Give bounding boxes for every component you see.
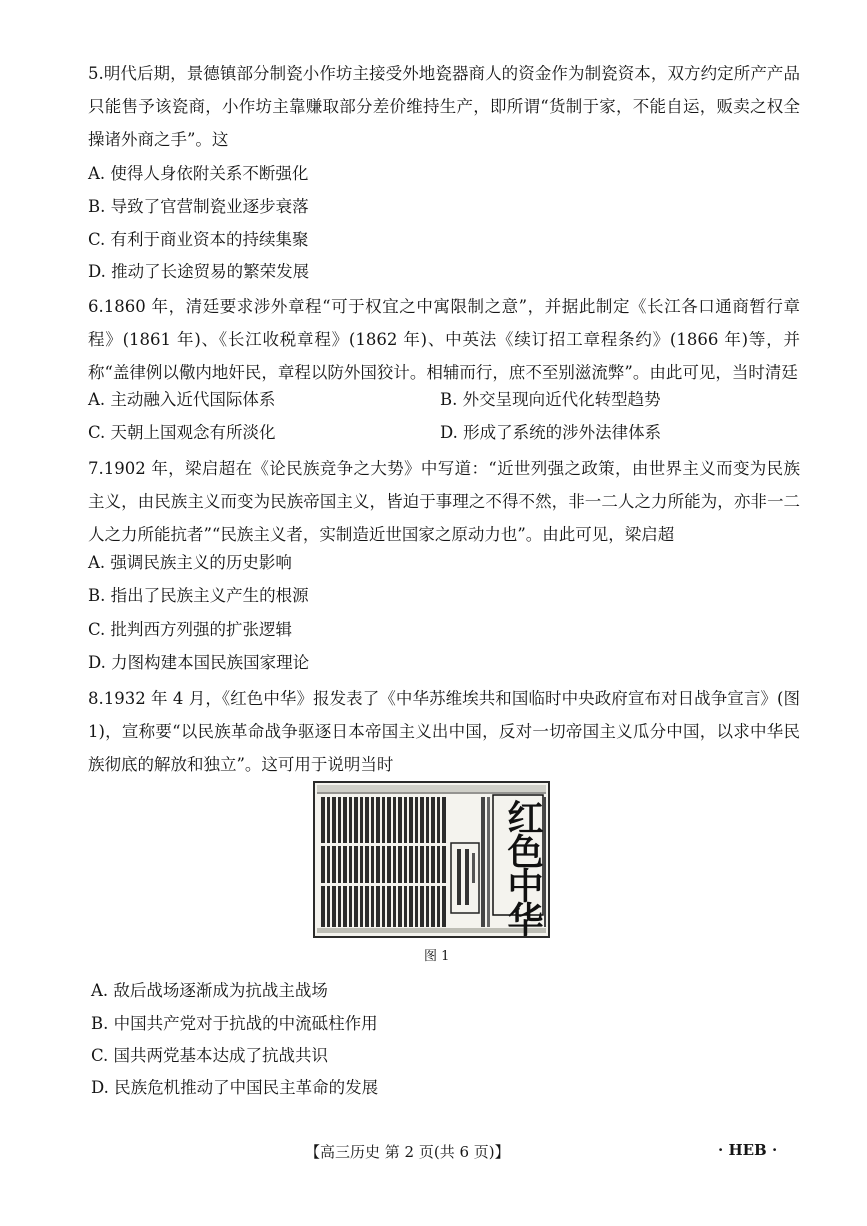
paper-code: · HEB ·	[718, 1141, 778, 1159]
q8-option-a: A. 敌后战场逐渐成为抗战主战场	[91, 981, 328, 1000]
q7-option-a: A. 强调民族主义的历史影响	[88, 553, 292, 572]
question-5-stem: 5.明代后期，景德镇部分制瓷小作坊主接受外地瓷器商人的资金作为制瓷资本，双方约定所产产品只能售予该瓷商，小作坊主靠赚取部分差价维持生产，即所谓“货制于家，不能自运，贩卖之权全操诸外商之手”。这	[88, 64, 800, 149]
q5-option-c: C. 有利于商业资本的持续集聚	[88, 230, 309, 249]
q6-option-a: A. 主动融入近代国际体系	[88, 390, 276, 409]
q7-option-d: D. 力图构建本国民族国家理论	[88, 653, 310, 672]
question-8-stem: 8.1932 年 4 月，《红色中华》报发表了《中华苏维埃共和国临时中央政府宣布对日战争宣言》(图 1)，宣称要“以民族革命战争驱逐日本帝国主义出中国，反对一切帝国主义瓜分中国，以求中华民族彻底的解放和独立”。这可用于说明当时	[88, 689, 800, 774]
q7-option-b: B. 指出了民族主义产生的根源	[88, 586, 309, 605]
question-7-stem: 7.1902 年，梁启超在《论民族竞争之大势》中写道：“近世列强之政策，由世界主义而变为民族主义，由民族主义而变为民族帝国主义，皆迫于事理之不得不然，非一二人之力所能为，亦非一二人之力所能抗者”“民族主义者，实制造近世国家之原动力也”。由此可见，梁启超	[88, 459, 800, 544]
q6-option-c: C. 天朝上国观念有所淡化	[88, 423, 276, 442]
page-number-footer: 【高三历史 第 2 页(共 6 页)】	[305, 1143, 510, 1161]
question-6-stem: 6.1860 年，清廷要求涉外章程“可于权宜之中寓限制之意”，并据此制定《长江各口通商暂行章程》(1861 年)、《长江收税章程》(1862 年)、中英法《续订招工章程条约》(1866 年)等，并称“盖律例以儆内地奸民，章程以防外国狡计。相辅而行，庶不至别滋流弊”。由此可见，当时清廷	[88, 297, 800, 382]
newspaper-masthead: 红色中华	[502, 799, 544, 935]
q8-option-d: D. 民族危机推动了中国民主革命的发展	[91, 1078, 379, 1097]
q6-option-b: B. 外交呈现向近代化转型趋势	[440, 390, 661, 409]
q5-option-a: A. 使得人身依附关系不断强化	[88, 164, 309, 183]
newspaper-figure	[313, 781, 550, 938]
figure-caption: 图 1	[424, 949, 450, 964]
q6-option-d: D. 形成了系统的涉外法律体系	[440, 423, 662, 442]
q5-option-b: B. 导致了官营制瓷业逐步衰落	[88, 197, 309, 216]
q7-option-c: C. 批判西方列强的扩张逻辑	[88, 620, 293, 639]
q8-option-b: B. 中国共产党对于抗战的中流砥柱作用	[91, 1014, 378, 1033]
q8-option-c: C. 国共两党基本达成了抗战共识	[91, 1046, 329, 1065]
q5-option-d: D. 推动了长途贸易的繁荣发展	[88, 262, 310, 281]
